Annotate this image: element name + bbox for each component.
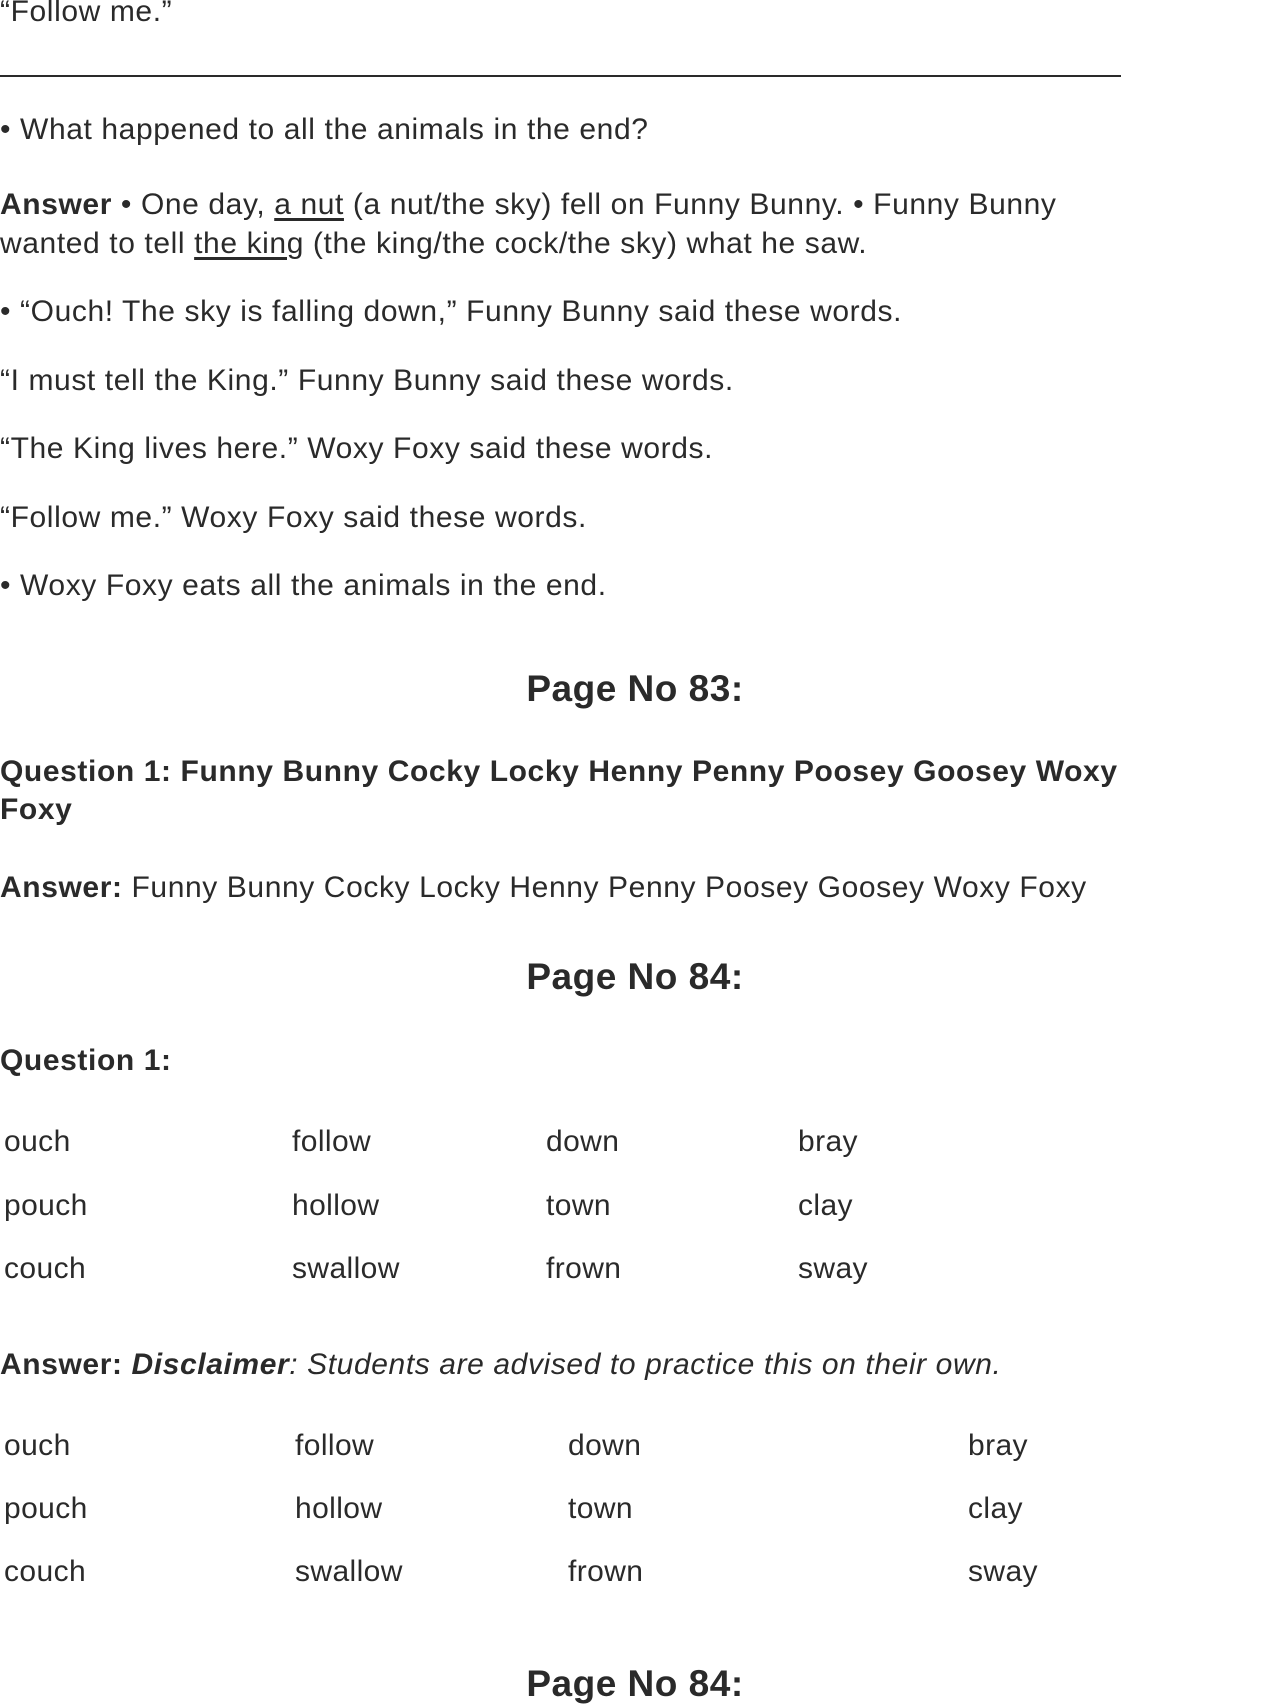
word: down (546, 1125, 620, 1158)
word: clay (798, 1189, 853, 1222)
word: ouch (4, 1429, 71, 1462)
answer-text: • One day, (111, 188, 275, 221)
answer-label: Answer: (0, 1348, 132, 1381)
word: frown (568, 1555, 644, 1588)
word: couch (4, 1555, 87, 1588)
page-heading: Page No 84: (526, 1663, 744, 1704)
word: sway (798, 1252, 868, 1285)
word: follow (292, 1125, 372, 1158)
answer-line (0, 870, 1087, 906)
answer-label: Answer (0, 188, 112, 221)
word: pouch (4, 1189, 88, 1222)
filled-blank: a nut (274, 188, 344, 221)
word: swallow (292, 1252, 400, 1285)
word: down (568, 1429, 642, 1462)
word: town (568, 1492, 633, 1525)
page-heading: Page No 83: (526, 668, 744, 709)
filled-blank: the king (194, 227, 304, 260)
answer-disclaimer (0, 1347, 1001, 1383)
answer-line: • Woxy Foxy eats all the animals in the end. (0, 569, 607, 602)
word: couch (4, 1252, 87, 1285)
answer-line-1 (0, 187, 1057, 223)
question-bullet: • What happened to all the animals in the end? (0, 113, 649, 146)
word: swallow (295, 1555, 403, 1588)
disclaimer-text: : Students are advised to practice this on their own. (289, 1348, 1002, 1381)
word: bray (968, 1429, 1028, 1462)
question-title-cont: Foxy (0, 793, 73, 826)
answer-line: “The King lives here.” Woxy Foxy said these words. (0, 432, 714, 465)
answer-text: Funny Bunny Cocky Locky Henny Penny Poosey Goosey Woxy Foxy (122, 871, 1087, 904)
answer-label: Answer: (0, 871, 123, 904)
answer-line: “I must tell the King.” Funny Bunny said these words. (0, 364, 734, 397)
answer-line: “Follow me.” Woxy Foxy said these words. (0, 501, 587, 534)
word: clay (968, 1492, 1023, 1525)
disclaimer-label: Disclaimer (131, 1348, 290, 1381)
question-title: Question 1: Funny Bunny Cocky Locky Henny Penny Poosey Goosey Woxy (0, 755, 1118, 788)
answer-line: • “Ouch! The sky is falling down,” Funny Bunny said these words. (0, 295, 903, 328)
answer-text: wanted to tell (0, 227, 195, 260)
word: frown (546, 1252, 622, 1285)
word: town (546, 1189, 611, 1222)
leftover-quote: “Follow me.” (0, 0, 173, 28)
divider-line (0, 75, 1121, 77)
word: follow (295, 1429, 375, 1462)
answer-text: (the king/the cock/the sky) what he saw. (304, 227, 868, 260)
word: bray (798, 1125, 858, 1158)
word: pouch (4, 1492, 88, 1525)
question-title: Question 1: (0, 1044, 172, 1077)
word: ouch (4, 1125, 71, 1158)
word: hollow (292, 1189, 380, 1222)
answer-text: (a nut/the sky) fell on Funny Bunny. • Funny Bunny (343, 188, 1057, 221)
word: hollow (295, 1492, 383, 1525)
page-heading: Page No 84: (526, 956, 744, 997)
word: sway (968, 1555, 1038, 1588)
answer-line-2 (0, 226, 867, 262)
